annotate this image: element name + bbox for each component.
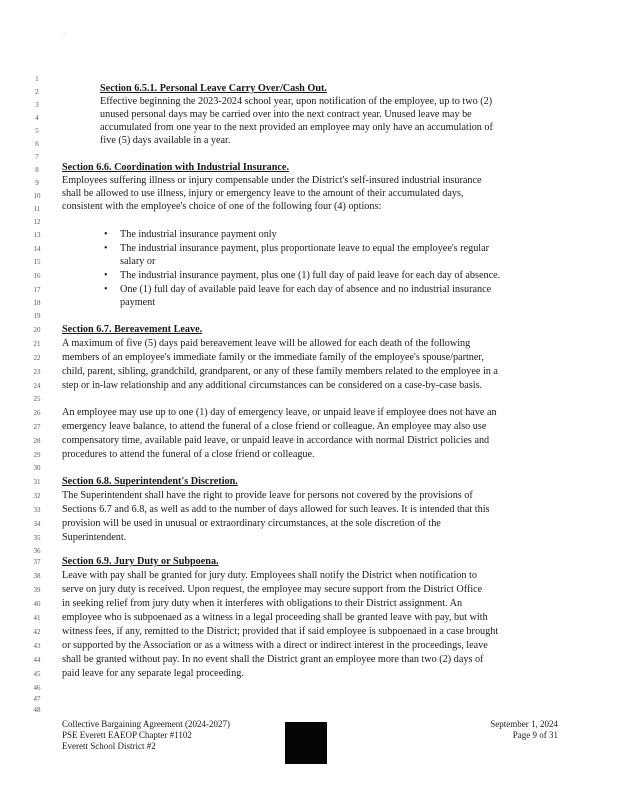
- line-number: 37: [33, 558, 41, 566]
- line-number: 35: [33, 534, 41, 542]
- section-heading: Section 6.5.1. Personal Leave Carry Over/Cash Out.: [100, 83, 327, 94]
- text-line: Sections 6.7 and 6.8, as well as add to the number of days allowed for such leaves. It is intended that this: [62, 504, 490, 515]
- text-line: unused personal days may be carried over into the next contract year. Unused leave may be: [100, 109, 472, 120]
- list-item: One (1) full day of available paid leave for each day of absence and no industrial insurance: [120, 284, 492, 295]
- line-number: 16: [33, 272, 41, 280]
- text-line: accumulated from one year to the next provided an employee may only have an accumulation of: [100, 122, 493, 133]
- line-number: 11: [33, 205, 41, 213]
- line-number: 29: [33, 451, 41, 459]
- list-item: The industrial insurance payment only: [120, 229, 277, 240]
- text-line: A maximum of five (5) days paid bereavement leave will be allowed for each death of the following: [62, 338, 471, 349]
- text-line: shall be granted without pay. In no event shall the District grant an employee more than two (2) days of: [62, 654, 484, 665]
- line-number: 2: [35, 88, 39, 96]
- text-line: in seeking relief from jury duty when it interferes with obligations to their District assignment. An: [62, 598, 463, 609]
- line-number: 34: [33, 520, 41, 528]
- line-number: 7: [35, 153, 39, 161]
- list-item: The industrial insurance payment, plus one (1) full day of paid leave for each day of absence.: [120, 270, 501, 281]
- text-line: compensatory time, available paid leave, or unpaid leave in accordance with normal District policies and: [62, 435, 490, 446]
- text-line: five (5) days available in a year.: [100, 135, 231, 146]
- text-line: child, parent, sibling, grandchild, grandparent, or any of these family members related to the employee in a: [62, 366, 498, 377]
- line-number: 44: [33, 656, 41, 664]
- footer-date: September 1, 2024: [490, 719, 558, 729]
- line-number: 5: [35, 127, 39, 135]
- line-number: 40: [33, 600, 41, 608]
- scan-marks: . .: [61, 30, 66, 36]
- line-number: 9: [35, 179, 39, 187]
- line-number: 33: [33, 506, 41, 514]
- section-heading: Section 6.9. Jury Duty or Subpoena.: [62, 556, 219, 567]
- line-number: 10: [33, 192, 41, 200]
- text-line: step or in-law relationship and any additional circumstances can be considered on a case-by-case basis.: [62, 380, 483, 391]
- footer-chapter: PSE Everett EAEOP Chapter #1102: [62, 730, 192, 740]
- text-line: The Superintendent shall have the right to provide leave for persons not covered by the provisions of: [62, 490, 473, 501]
- section-heading: Section 6.7. Bereavement Leave.: [62, 324, 203, 335]
- line-number: 6: [35, 140, 39, 148]
- list-item-continuation: salary or: [120, 256, 156, 267]
- footer-district: Everett School District #2: [62, 741, 156, 751]
- line-number: 23: [33, 368, 41, 376]
- text-line: Leave with pay shall be granted for jury duty. Employees shall notify the District when notification to: [62, 570, 477, 581]
- redaction-box: [285, 722, 327, 764]
- list-item-continuation: payment: [120, 297, 156, 308]
- bullet-icon: •: [104, 229, 108, 240]
- line-number: 38: [33, 572, 41, 580]
- line-number: 25: [33, 395, 41, 403]
- line-number: 15: [33, 258, 41, 266]
- line-number: 28: [33, 437, 41, 445]
- bullet-icon: •: [104, 270, 108, 281]
- line-number: 4: [35, 114, 39, 122]
- text-line: provision will be used in unusual or extraordinary circumstances, at the sole discretion of the: [62, 518, 441, 529]
- line-number: 45: [33, 670, 41, 678]
- line-number: 31: [33, 478, 41, 486]
- text-line: employee who is subpoenaed as a witness in a legal proceeding shall be granted leave with pay, but with: [62, 612, 488, 623]
- line-number: 17: [33, 286, 41, 294]
- line-number: 41: [33, 614, 41, 622]
- line-number: 42: [33, 628, 41, 636]
- bullet-icon: •: [104, 284, 108, 295]
- text-line: serve on jury duty is received. Upon request, the employee may secure support from the District Office: [62, 584, 483, 595]
- line-number: 19: [33, 312, 41, 320]
- line-number: 30: [33, 464, 41, 472]
- line-number: 20: [33, 326, 41, 334]
- text-line: members of an employee's immediate family or the immediate family of the employee's spouse/partner,: [62, 352, 484, 363]
- text-line: shall be allowed to use illness, injury or emergency leave to the amount of their accumulated days,: [62, 188, 464, 199]
- text-line: Employees suffering illness or injury compensable under the District's self-insured industrial insurance: [62, 175, 482, 186]
- line-number: 43: [33, 642, 41, 650]
- text-line: procedures to attend the funeral of a close friend or colleague.: [62, 449, 315, 460]
- text-line: paid leave for any separate legal proceeding.: [62, 668, 244, 679]
- line-number: 3: [35, 101, 39, 109]
- line-number: 27: [33, 423, 41, 431]
- footer-page-number: Page 9 of 31: [512, 730, 558, 740]
- line-number: 36: [33, 547, 41, 555]
- line-number: 18: [33, 299, 41, 307]
- line-number: 46: [33, 684, 41, 692]
- text-line: emergency leave balance, to attend the funeral of a close friend or colleague. An employee may also use: [62, 421, 487, 432]
- line-number: 14: [33, 245, 41, 253]
- line-number: 12: [33, 218, 41, 226]
- text-line: witness fees, if any, remitted to the District; provided that if said employee is subpoenaed in a case brought: [62, 626, 499, 637]
- line-number: 26: [33, 409, 41, 417]
- section-heading: Section 6.8. Superintendent's Discretion.: [62, 476, 238, 487]
- line-number: 24: [33, 382, 41, 390]
- text-line: Superintendent.: [62, 532, 127, 543]
- line-number: 39: [33, 586, 41, 594]
- line-number: 32: [33, 492, 41, 500]
- line-number: 21: [33, 340, 41, 348]
- line-number: 22: [33, 354, 41, 362]
- footer-agreement-title: Collective Bargaining Agreement (2024-2027): [62, 719, 231, 729]
- text-line: or supported by the Association or as a witness with a direct or indirect interest in the proceedings, leave: [62, 640, 488, 651]
- text-line: An employee may use up to one (1) day of emergency leave, or unpaid leave if employee does not have an: [62, 407, 497, 418]
- section-heading: Section 6.6. Coordination with Industrial Insurance.: [62, 162, 289, 173]
- text-line: consistent with the employee's choice of one of the following four (4) options:: [62, 201, 382, 212]
- line-number: 13: [33, 231, 41, 239]
- text-line: Effective beginning the 2023-2024 school year, upon notification of the employee, up to two (2): [100, 96, 493, 107]
- line-number: 48: [33, 706, 41, 714]
- line-number: 1: [35, 75, 39, 83]
- bullet-icon: •: [104, 243, 108, 254]
- list-item: The industrial insurance payment, plus proportionate leave to equal the employee's regular: [120, 243, 490, 254]
- line-number: 8: [35, 166, 39, 174]
- line-number: 47: [33, 695, 41, 703]
